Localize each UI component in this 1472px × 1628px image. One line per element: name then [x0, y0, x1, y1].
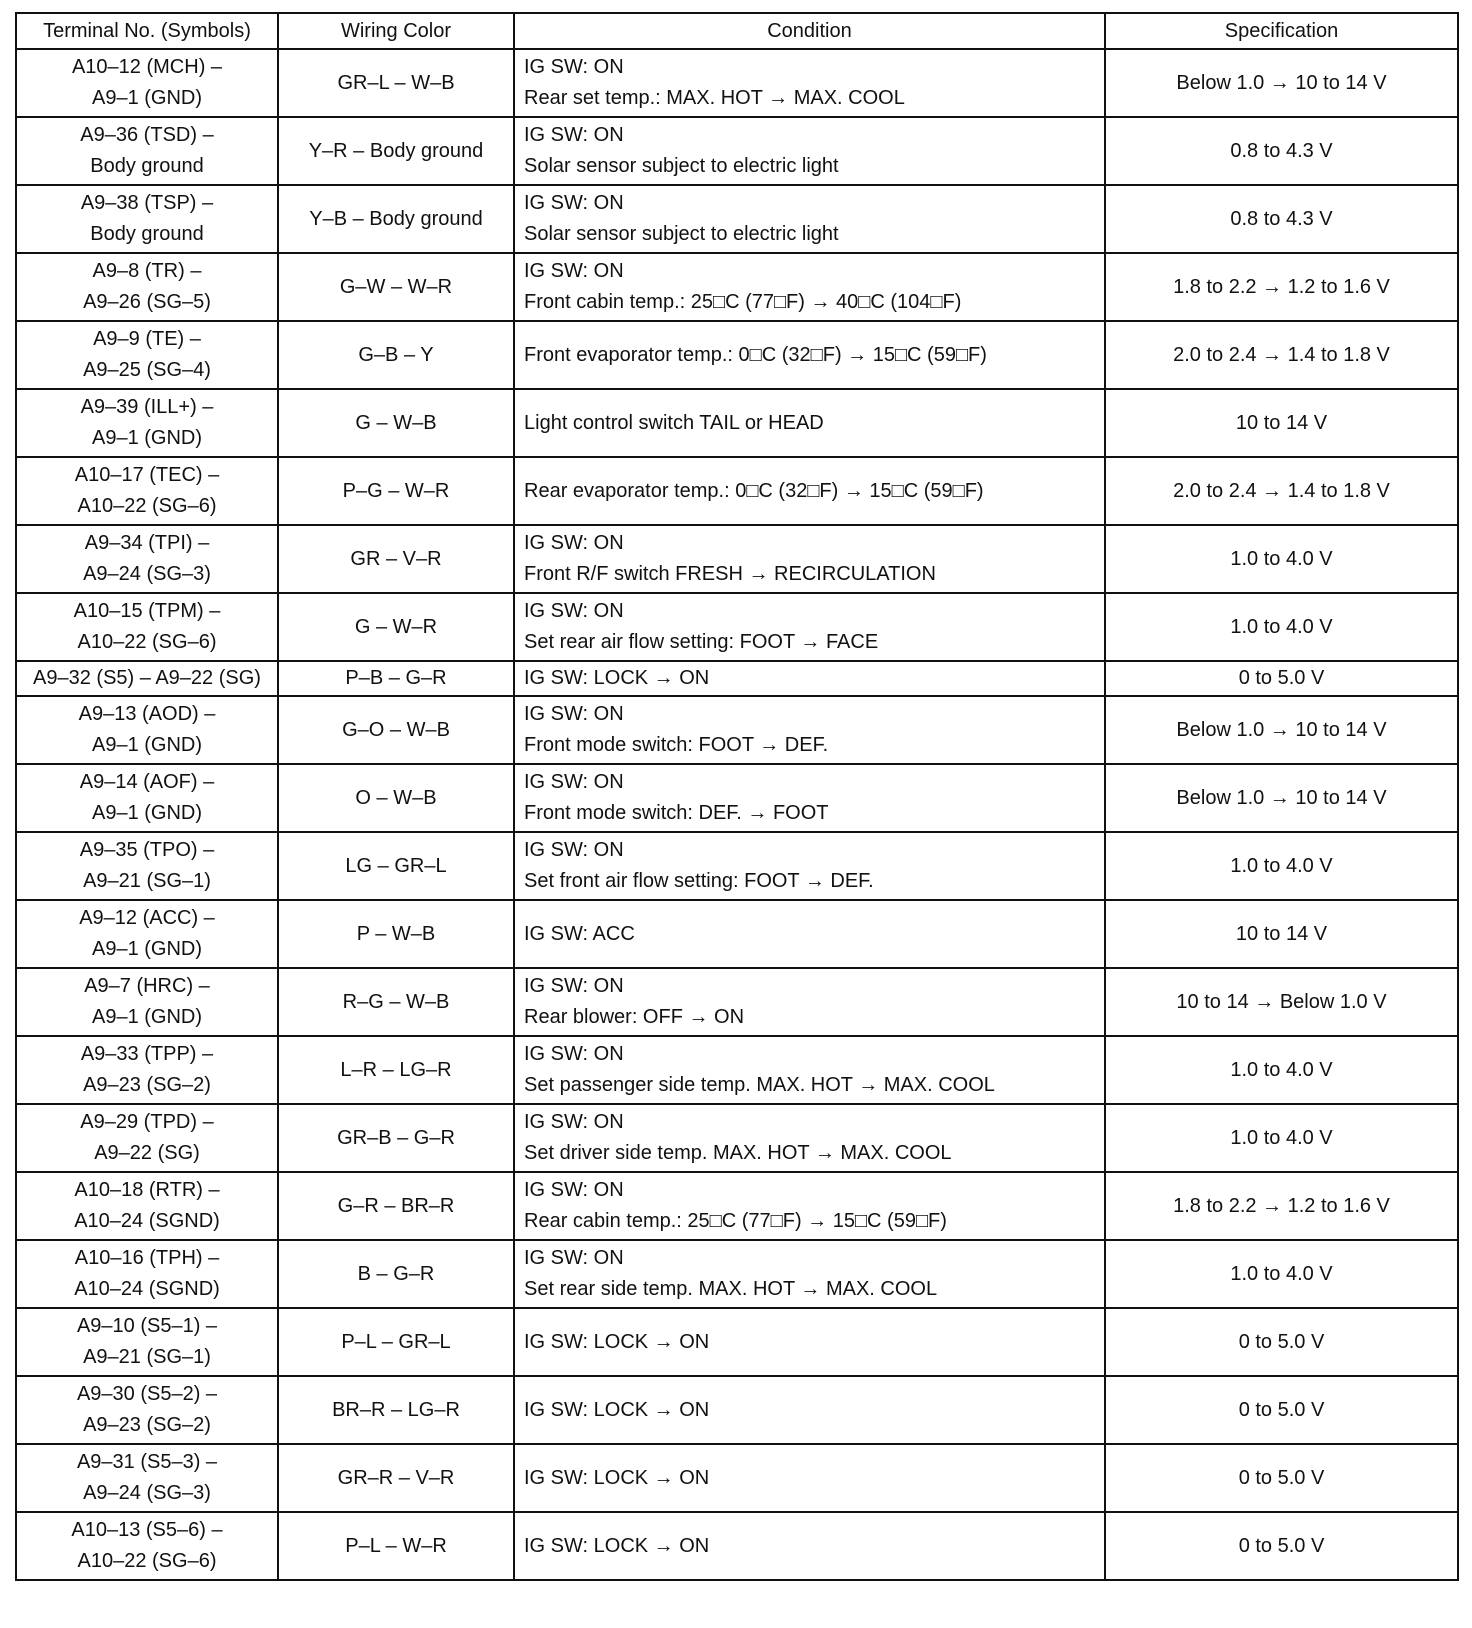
wiring-color-cell: GR–L – W–B [278, 49, 514, 117]
table-row [16, 968, 1458, 1036]
table-body [16, 49, 1458, 1580]
terminal-cell-line: A9–9 (TE) – [93, 328, 201, 350]
terminal-cell [16, 764, 278, 832]
condition-cell [514, 1240, 1105, 1308]
condition-cell [514, 253, 1105, 321]
condition-cell [514, 1376, 1105, 1444]
specification-cell: 10 to 14 V [1105, 389, 1458, 457]
condition-cell [514, 1512, 1105, 1580]
terminal-cell [16, 661, 278, 696]
condition-cell-line: IG SW: ON [524, 1111, 624, 1133]
condition-cell-line: Light control switch TAIL or HEAD [524, 411, 824, 434]
wiring-color-cell: P–B – G–R [278, 661, 514, 696]
terminal-cell-line: A9–21 (SG–1) [83, 870, 211, 892]
wiring-color-cell: Y–R – Body ground [278, 117, 514, 185]
condition-cell-line: IG SW: ON [524, 192, 624, 214]
table-row [16, 900, 1458, 968]
terminal-cell-line: A9–25 (SG–4) [83, 359, 211, 381]
specification-cell: 0.8 to 4.3 V [1105, 117, 1458, 185]
terminal-cell [16, 593, 278, 661]
condition-cell [514, 696, 1105, 764]
terminal-cell-line: A9–24 (SG–3) [83, 563, 211, 585]
condition-cell-line: IG SW: LOCK → ON [524, 1330, 710, 1353]
terminal-cell-line: A10–24 (SGND) [74, 1210, 220, 1232]
specification-cell: 1.8 to 2.2 → 1.2 to 1.6 V [1105, 253, 1458, 321]
wiring-color-cell: GR – V–R [278, 525, 514, 593]
condition-cell-line: Front mode switch: DEF. → FOOT [524, 802, 829, 824]
terminal-cell-line: A9–36 (TSD) – [80, 124, 214, 146]
terminal-cell [16, 49, 278, 117]
table-row [16, 764, 1458, 832]
terminal-cell-line: A9–21 (SG–1) [83, 1346, 211, 1368]
condition-cell [514, 900, 1105, 968]
wiring-color-cell: GR–B – G–R [278, 1104, 514, 1172]
terminal-cell [16, 1512, 278, 1580]
table-row [16, 525, 1458, 593]
specification-cell: Below 1.0 → 10 to 14 V [1105, 764, 1458, 832]
condition-cell [514, 457, 1105, 525]
table-row [16, 1036, 1458, 1104]
terminal-cell-line: A10–22 (SG–6) [77, 495, 217, 517]
condition-cell-line: Rear evaporator temp.: 0□C (32□F) → 15□C (59□F) [524, 479, 984, 502]
specification-cell: 2.0 to 2.4 → 1.4 to 1.8 V [1105, 457, 1458, 525]
terminal-cell [16, 1172, 278, 1240]
condition-cell [514, 1308, 1105, 1376]
specification-cell: 0 to 5.0 V [1105, 1512, 1458, 1580]
wiring-color-cell: G – W–B [278, 389, 514, 457]
terminal-cell [16, 253, 278, 321]
terminal-cell-line: A9–1 (GND) [91, 802, 203, 824]
terminal-cell-line: Body ground [90, 155, 204, 177]
terminal-cell [16, 389, 278, 457]
terminal-cell-line: A10–13 (S5–6) – [71, 1519, 223, 1541]
specification-cell: 1.0 to 4.0 V [1105, 1036, 1458, 1104]
table-row [16, 593, 1458, 661]
specification-cell: 1.8 to 2.2 → 1.2 to 1.6 V [1105, 1172, 1458, 1240]
terminal-cell-line: A9–7 (HRC) – [84, 975, 210, 997]
terminal-cell [16, 696, 278, 764]
specification-cell: 10 to 14 V [1105, 900, 1458, 968]
terminal-cell-line: A9–1 (GND) [91, 427, 203, 449]
condition-cell-line: IG SW: ON [524, 124, 624, 146]
condition-cell [514, 832, 1105, 900]
terminal-cell [16, 525, 278, 593]
table-row [16, 1172, 1458, 1240]
condition-cell [514, 1104, 1105, 1172]
table-header-row [16, 13, 1458, 49]
header-terminal: Terminal No. (Symbols) [16, 13, 278, 49]
table-row [16, 1444, 1458, 1512]
condition-cell-line: IG SW: ON [524, 1179, 624, 1201]
condition-cell-line: IG SW: ON [524, 771, 624, 793]
specification-cell: 0 to 5.0 V [1105, 1444, 1458, 1512]
condition-cell-line: IG SW: ACC [524, 922, 635, 945]
header-condition: Condition [514, 13, 1105, 49]
terminal-cell-line: A9–1 (GND) [91, 87, 203, 109]
wiring-color-cell: G–O – W–B [278, 696, 514, 764]
condition-cell [514, 661, 1105, 696]
table-row [16, 457, 1458, 525]
header-specification: Specification [1105, 13, 1458, 49]
wiring-color-cell: Y–B – Body ground [278, 185, 514, 253]
terminal-cell-line: A10–22 (SG–6) [77, 631, 217, 653]
table-row [16, 117, 1458, 185]
condition-cell [514, 1444, 1105, 1512]
terminal-cell-line: A9–32 (S5) – A9–22 (SG) [33, 667, 261, 689]
table-row [16, 1308, 1458, 1376]
wiring-color-cell: G–B – Y [278, 321, 514, 389]
condition-cell [514, 117, 1105, 185]
table-row [16, 1376, 1458, 1444]
condition-cell-line: Front mode switch: FOOT → DEF. [524, 734, 829, 756]
terminal-cell-line: A9–23 (SG–2) [83, 1414, 211, 1436]
condition-cell [514, 389, 1105, 457]
condition-cell-line: IG SW: ON [524, 975, 624, 997]
condition-cell-line: IG SW: ON [524, 1043, 624, 1065]
terminal-cell-line: A9–22 (SG) [94, 1142, 200, 1164]
terminal-cell [16, 1036, 278, 1104]
specification-cell: 1.0 to 4.0 V [1105, 1240, 1458, 1308]
terminal-cell-line: A9–10 (S5–1) – [76, 1315, 218, 1337]
terminal-cell [16, 832, 278, 900]
wiring-color-cell: L–R – LG–R [278, 1036, 514, 1104]
condition-cell [514, 525, 1105, 593]
terminal-cell [16, 1308, 278, 1376]
terminal-cell-line: A10–16 (TPH) – [74, 1247, 220, 1269]
condition-cell [514, 1036, 1105, 1104]
wiring-color-cell: G – W–R [278, 593, 514, 661]
table-row [16, 321, 1458, 389]
condition-cell-line: Set rear side temp. MAX. HOT → MAX. COOL [524, 1278, 938, 1300]
terminal-cell-line: A10–15 (TPM) – [73, 600, 221, 622]
wiring-color-cell: GR–R – V–R [278, 1444, 514, 1512]
terminal-cell [16, 1444, 278, 1512]
terminal-cell-line: A9–14 (AOF) – [79, 771, 215, 793]
terminal-cell [16, 117, 278, 185]
terminal-cell-line: A9–31 (S5–3) – [76, 1451, 218, 1473]
condition-cell-line: IG SW: LOCK → ON [524, 1534, 710, 1557]
specification-cell: 2.0 to 2.4 → 1.4 to 1.8 V [1105, 321, 1458, 389]
terminal-cell-line: A10–24 (SGND) [74, 1278, 220, 1300]
terminal-cell-line: A9–38 (TSP) – [80, 192, 214, 214]
specification-cell: 1.0 to 4.0 V [1105, 525, 1458, 593]
condition-cell-line: IG SW: ON [524, 260, 624, 282]
terminal-cell-line: A9–8 (TR) – [92, 260, 202, 282]
condition-cell-line: IG SW: ON [524, 703, 624, 725]
condition-cell-line: Rear cabin temp.: 25□C (77□F) → 15□C (59□F) [524, 1210, 947, 1232]
condition-cell [514, 1172, 1105, 1240]
condition-cell-line: IG SW: ON [524, 839, 624, 861]
wiring-color-cell: R–G – W–B [278, 968, 514, 1036]
table-row [16, 1512, 1458, 1580]
condition-cell-line: Front R/F switch FRESH → RECIRCULATION [524, 563, 936, 585]
table-row [16, 661, 1458, 696]
terminal-cell-line: A10–18 (RTR) – [74, 1179, 220, 1201]
table-row [16, 185, 1458, 253]
specification-cell: 1.0 to 4.0 V [1105, 832, 1458, 900]
condition-cell-line: IG SW: ON [524, 1247, 624, 1269]
table-row [16, 696, 1458, 764]
wiring-color-cell: P–L – GR–L [278, 1308, 514, 1376]
specification-cell: 0 to 5.0 V [1105, 1308, 1458, 1376]
terminal-cell [16, 1240, 278, 1308]
terminal-cell-line: A9–12 (ACC) – [79, 907, 215, 929]
wiring-color-cell: P–G – W–R [278, 457, 514, 525]
specification-cell: 0 to 5.0 V [1105, 1376, 1458, 1444]
terminal-cell [16, 185, 278, 253]
condition-cell-line: IG SW: ON [524, 532, 624, 554]
terminal-cell-line: A10–22 (SG–6) [77, 1550, 217, 1572]
terminal-cell-line: A9–35 (TPO) – [79, 839, 215, 861]
terminal-cell [16, 457, 278, 525]
wiring-color-cell: B – G–R [278, 1240, 514, 1308]
condition-cell-line: Set front air flow setting: FOOT → DEF. [524, 870, 874, 892]
wiring-color-cell: G–W – W–R [278, 253, 514, 321]
condition-cell [514, 185, 1105, 253]
condition-cell [514, 49, 1105, 117]
condition-cell [514, 321, 1105, 389]
terminal-cell [16, 968, 278, 1036]
condition-cell-line: IG SW: LOCK → ON [524, 667, 710, 689]
terminal-cell-line: A9–23 (SG–2) [83, 1074, 211, 1096]
terminal-cell [16, 1104, 278, 1172]
condition-cell-line: Front cabin temp.: 25□C (77□F) → 40□C (104□F) [524, 291, 962, 313]
condition-cell-line: IG SW: LOCK → ON [524, 1466, 710, 1489]
terminal-cell-line: A9–1 (GND) [91, 734, 203, 756]
table-row [16, 49, 1458, 117]
condition-cell [514, 764, 1105, 832]
condition-cell [514, 593, 1105, 661]
terminal-cell-line: A10–17 (TEC) – [74, 464, 220, 486]
wiring-color-cell: BR–R – LG–R [278, 1376, 514, 1444]
wiring-color-cell: P–L – W–R [278, 1512, 514, 1580]
terminal-cell-line: A9–29 (TPD) – [80, 1111, 214, 1133]
condition-cell-line: Set rear air flow setting: FOOT → FACE [524, 631, 879, 653]
wiring-color-cell: G–R – BR–R [278, 1172, 514, 1240]
wiring-color-cell: O – W–B [278, 764, 514, 832]
terminal-cell [16, 321, 278, 389]
terminal-cell-line: A9–33 (TPP) – [80, 1043, 214, 1065]
wiring-color-cell: P – W–B [278, 900, 514, 968]
terminal-spec-table [15, 12, 1459, 1581]
terminal-cell [16, 900, 278, 968]
terminal-cell-line: A10–12 (MCH) – [71, 56, 223, 78]
terminal-cell [16, 1376, 278, 1444]
condition-cell-line: Set passenger side temp. MAX. HOT → MAX. COOL [524, 1074, 995, 1096]
table-row [16, 832, 1458, 900]
condition-cell-line: Solar sensor subject to electric light [524, 155, 839, 177]
terminal-cell-line: A9–1 (GND) [91, 938, 203, 960]
specification-cell: 10 to 14 → Below 1.0 V [1105, 968, 1458, 1036]
condition-cell-line: IG SW: ON [524, 600, 624, 622]
condition-cell-line: IG SW: ON [524, 56, 624, 78]
wiring-color-cell: LG – GR–L [278, 832, 514, 900]
condition-cell [514, 968, 1105, 1036]
specification-cell: Below 1.0 → 10 to 14 V [1105, 49, 1458, 117]
header-wiring-color: Wiring Color [278, 13, 514, 49]
specification-cell: 0.8 to 4.3 V [1105, 185, 1458, 253]
terminal-cell-line: A9–1 (GND) [91, 1006, 203, 1028]
condition-cell-line: Rear blower: OFF → ON [524, 1006, 745, 1028]
table-row [16, 1104, 1458, 1172]
specification-cell: 1.0 to 4.0 V [1105, 593, 1458, 661]
table-row [16, 253, 1458, 321]
specification-cell: 0 to 5.0 V [1105, 661, 1458, 696]
terminal-cell-line: A9–30 (S5–2) – [76, 1383, 218, 1405]
terminal-cell-line: A9–13 (AOD) – [78, 703, 216, 725]
specification-cell: Below 1.0 → 10 to 14 V [1105, 696, 1458, 764]
table-row [16, 1240, 1458, 1308]
condition-cell-line: IG SW: LOCK → ON [524, 1398, 710, 1421]
condition-cell-line: Rear set temp.: MAX. HOT → MAX. COOL [524, 87, 905, 109]
terminal-cell-line: A9–34 (TPI) – [84, 532, 210, 554]
terminal-cell-line: A9–26 (SG–5) [83, 291, 211, 313]
table-row [16, 389, 1458, 457]
condition-cell-line: Set driver side temp. MAX. HOT → MAX. COOL [524, 1142, 952, 1164]
specification-cell: 1.0 to 4.0 V [1105, 1104, 1458, 1172]
terminal-cell-line: A9–24 (SG–3) [83, 1482, 211, 1504]
condition-cell-line: Solar sensor subject to electric light [524, 223, 839, 245]
condition-cell-line: Front evaporator temp.: 0□C (32□F) → 15□C (59□F) [524, 343, 987, 366]
terminal-cell-line: A9–39 (ILL+) – [80, 396, 214, 418]
terminal-cell-line: Body ground [90, 223, 204, 245]
